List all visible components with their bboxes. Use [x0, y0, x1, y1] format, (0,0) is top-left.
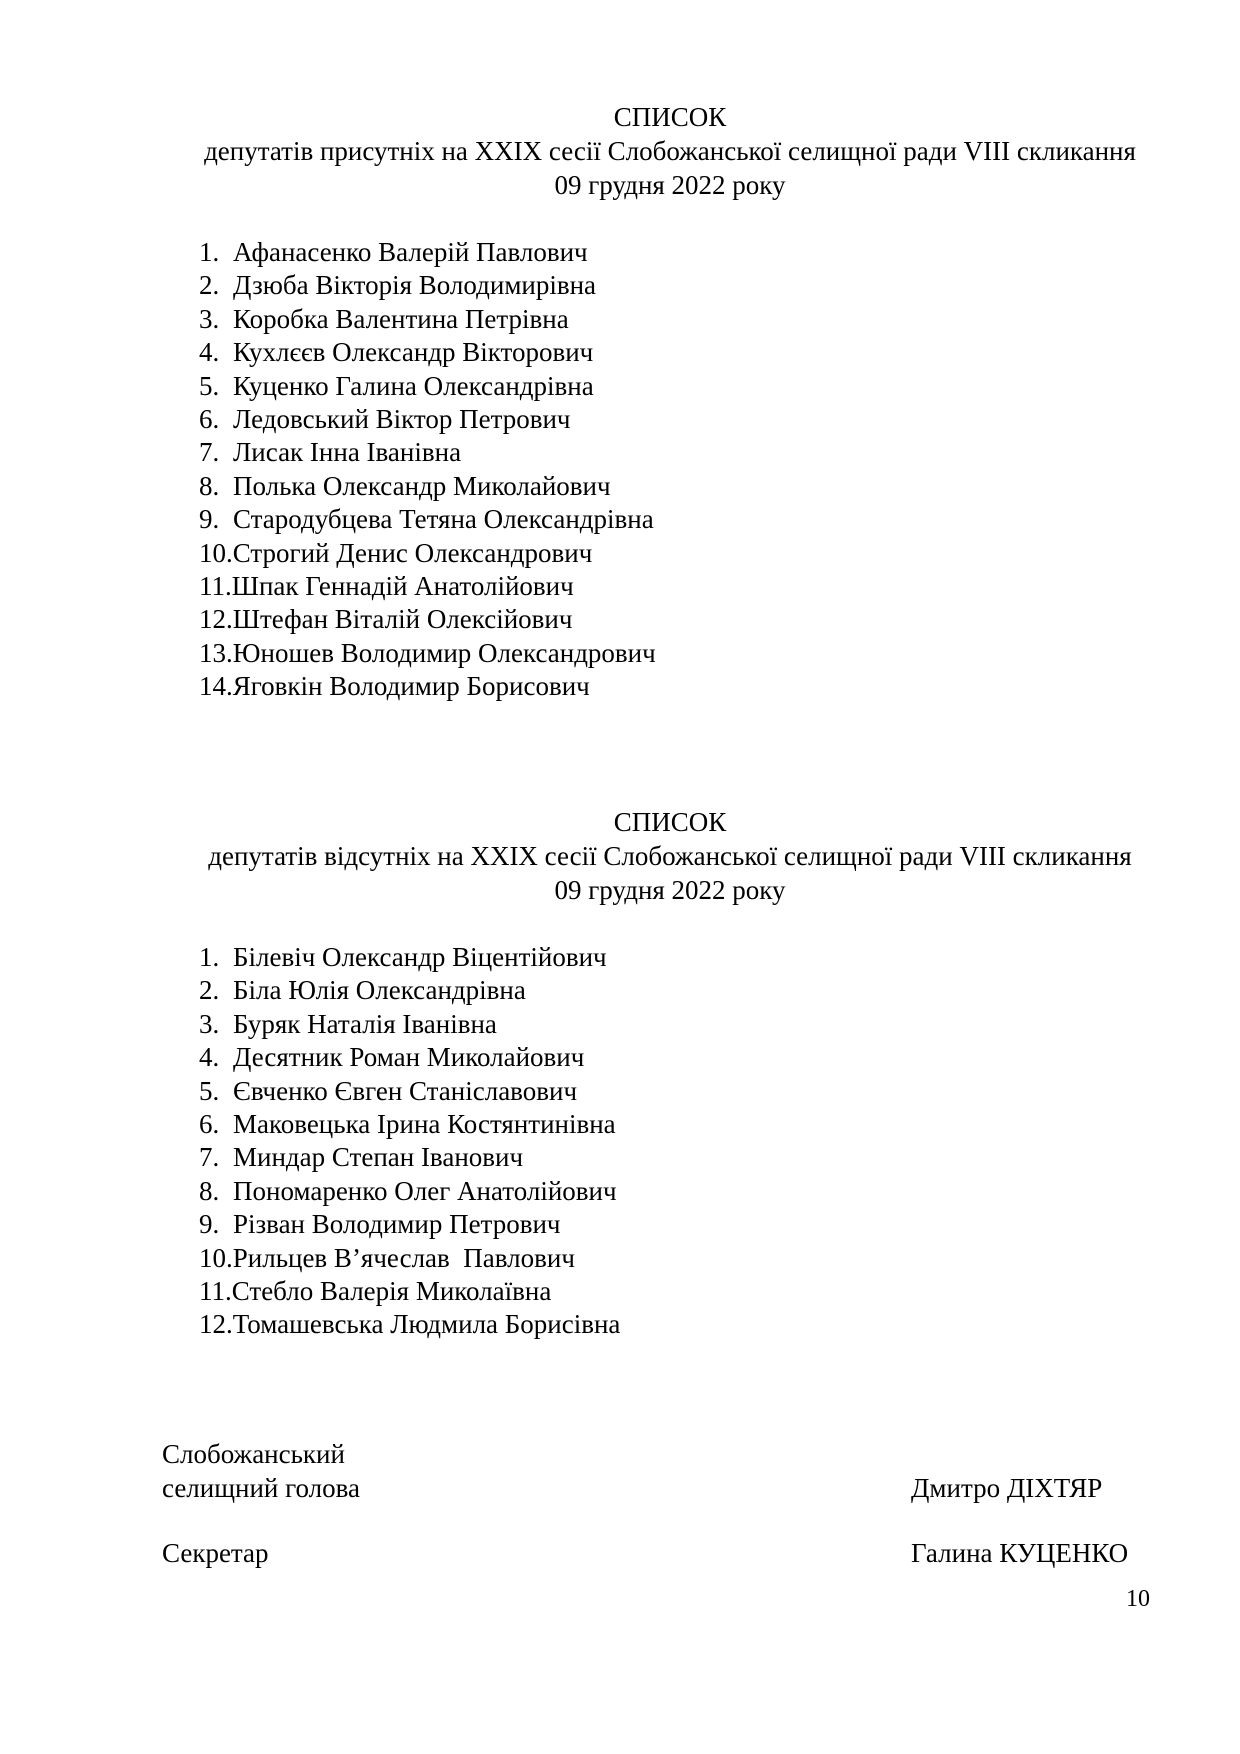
list-item-number: 12.	[199, 604, 233, 635]
list-item	[199, 1208, 620, 1241]
head-title-line-2: селищний голова	[162, 1473, 361, 1503]
list-item	[199, 436, 656, 469]
list-item-number: 7.	[199, 1142, 220, 1173]
absent-list-title: СПИСОК	[613, 807, 727, 837]
list-item-name: Буряк Наталія Іванівна	[233, 1008, 497, 1039]
list-item	[199, 1041, 620, 1074]
list-item-number: 12.	[199, 1309, 233, 1340]
absent-list-date: 09 грудня 2022 року	[554, 875, 786, 905]
list-item-name: Коробка Валентина Петрівна	[233, 303, 569, 334]
list-item	[199, 603, 656, 636]
list-item-name: Маковецька Ірина Костянтинівна	[233, 1108, 616, 1139]
list-item	[199, 570, 656, 603]
list-item-number: 11.	[199, 1275, 232, 1306]
list-item	[199, 974, 620, 1007]
list-item	[199, 1175, 620, 1208]
list-item-name: Євченко Євген Станіславович	[233, 1075, 578, 1106]
list-item-name: Миндар Степан Іванович	[233, 1142, 524, 1173]
list-item-name: Десятник Роман Миколайович	[233, 1042, 585, 1073]
list-item-number: 9.	[199, 1209, 220, 1240]
present-list-heading	[0, 100, 1240, 202]
present-list-title: СПИСОК	[613, 102, 727, 132]
list-item-name: Білевіч Олександр Віцентійович	[233, 942, 607, 972]
list-item	[199, 336, 656, 369]
list-item-number: 2.	[199, 975, 220, 1006]
list-item-number: 5.	[199, 370, 220, 401]
list-item-name: Кухлєєв Олександр Вікторович	[233, 337, 594, 368]
head-title-line-1: Слобожанський	[162, 1439, 345, 1469]
list-item-name: Куценко Галина Олександрівна	[233, 370, 594, 401]
list-item-name: Різван Володимир Петрович	[233, 1209, 561, 1240]
list-item	[199, 403, 656, 436]
list-item-number: 7.	[199, 437, 220, 468]
list-item	[199, 370, 656, 403]
list-item-number: 1.	[199, 237, 220, 267]
list-item-number: 4.	[199, 1042, 220, 1073]
list-item	[199, 236, 656, 269]
absent-list-heading	[0, 805, 1240, 907]
list-item-name: Афанасенко Валерій Павлович	[233, 237, 588, 267]
list-item-number: 4.	[199, 337, 220, 368]
list-item-name: Рильцев В’ячеслав Павлович	[232, 1242, 575, 1273]
list-item-name: Строгий Денис Олександрович	[232, 537, 593, 568]
list-item	[199, 269, 656, 302]
list-item-name: Томашевська Людмила Борисівна	[232, 1309, 621, 1340]
page-number: 10	[1126, 1586, 1150, 1612]
list-item	[199, 1108, 620, 1141]
list-item-name: Лисак Інна Іванівна	[233, 437, 462, 468]
present-list-date: 09 грудня 2022 року	[554, 170, 786, 200]
list-item-name: Шпак Геннадій Анатолійович	[231, 570, 574, 601]
list-item-name: Дзюба Вікторія Володимирівна	[233, 270, 597, 301]
list-item-number: 9.	[199, 504, 220, 535]
list-item	[199, 637, 656, 670]
list-item-number: 2.	[199, 270, 220, 301]
list-item-number: 8.	[199, 1175, 220, 1206]
head-signature-title	[162, 1437, 360, 1505]
list-item-name: Штефан Віталій Олексійович	[232, 604, 573, 635]
list-item-name: Стебло Валерія Миколаївна	[231, 1275, 552, 1306]
list-item-number: 10.	[199, 537, 233, 568]
list-item-number: 3.	[199, 1008, 220, 1039]
list-item	[199, 1242, 620, 1275]
list-item-number: 6.	[199, 403, 220, 434]
list-item-number: 11.	[199, 570, 232, 601]
list-item-number: 6.	[199, 1108, 220, 1139]
list-item-number: 5.	[199, 1075, 220, 1106]
list-item-number: 10.	[199, 1242, 233, 1273]
list-item-name: Стародубцева Тетяна Олександрівна	[233, 504, 654, 535]
list-item-name: Пономаренко Олег Анатолійович	[233, 1175, 617, 1206]
list-item-name: Яговкін Володимир Борисович	[232, 671, 590, 702]
list-item	[199, 1275, 620, 1308]
present-deputies-list	[199, 236, 656, 703]
list-item-number: 3.	[199, 303, 220, 334]
list-item	[199, 941, 620, 974]
list-item	[199, 470, 656, 503]
list-item-number: 13.	[199, 637, 233, 668]
list-item	[199, 303, 656, 336]
list-item-name: Біла Юлія Олександрівна	[233, 975, 526, 1006]
list-item	[199, 1075, 620, 1108]
present-list-subtitle: депутатів присутніх на XXIX сесії Слобожанської селищної ради VIII скликання	[204, 136, 1136, 166]
list-item	[199, 1008, 620, 1041]
absent-deputies-list	[199, 941, 620, 1342]
list-item	[199, 537, 656, 570]
list-item-number: 8.	[199, 470, 220, 501]
list-item	[199, 1308, 620, 1341]
list-item-number: 14.	[199, 671, 233, 702]
secretary-signature-title: Секретар	[162, 1538, 269, 1568]
list-item	[199, 670, 656, 703]
list-item-name: Ледовський Віктор Петрович	[233, 403, 571, 434]
absent-list-subtitle: депутатів відсутніх на XXIX сесії Слобожанської селищної ради VIII скликання	[208, 841, 1132, 871]
list-item	[199, 1141, 620, 1174]
list-item-name: Полька Олександр Миколайович	[233, 470, 611, 501]
head-signature-name: Дмитро ДІХТЯР	[911, 1473, 1103, 1503]
list-item-number: 1.	[199, 942, 220, 972]
list-item-name: Юношев Володимир Олександрович	[232, 637, 656, 668]
secretary-signature-name: Галина КУЦЕНКО	[911, 1538, 1129, 1568]
list-item	[199, 503, 656, 536]
